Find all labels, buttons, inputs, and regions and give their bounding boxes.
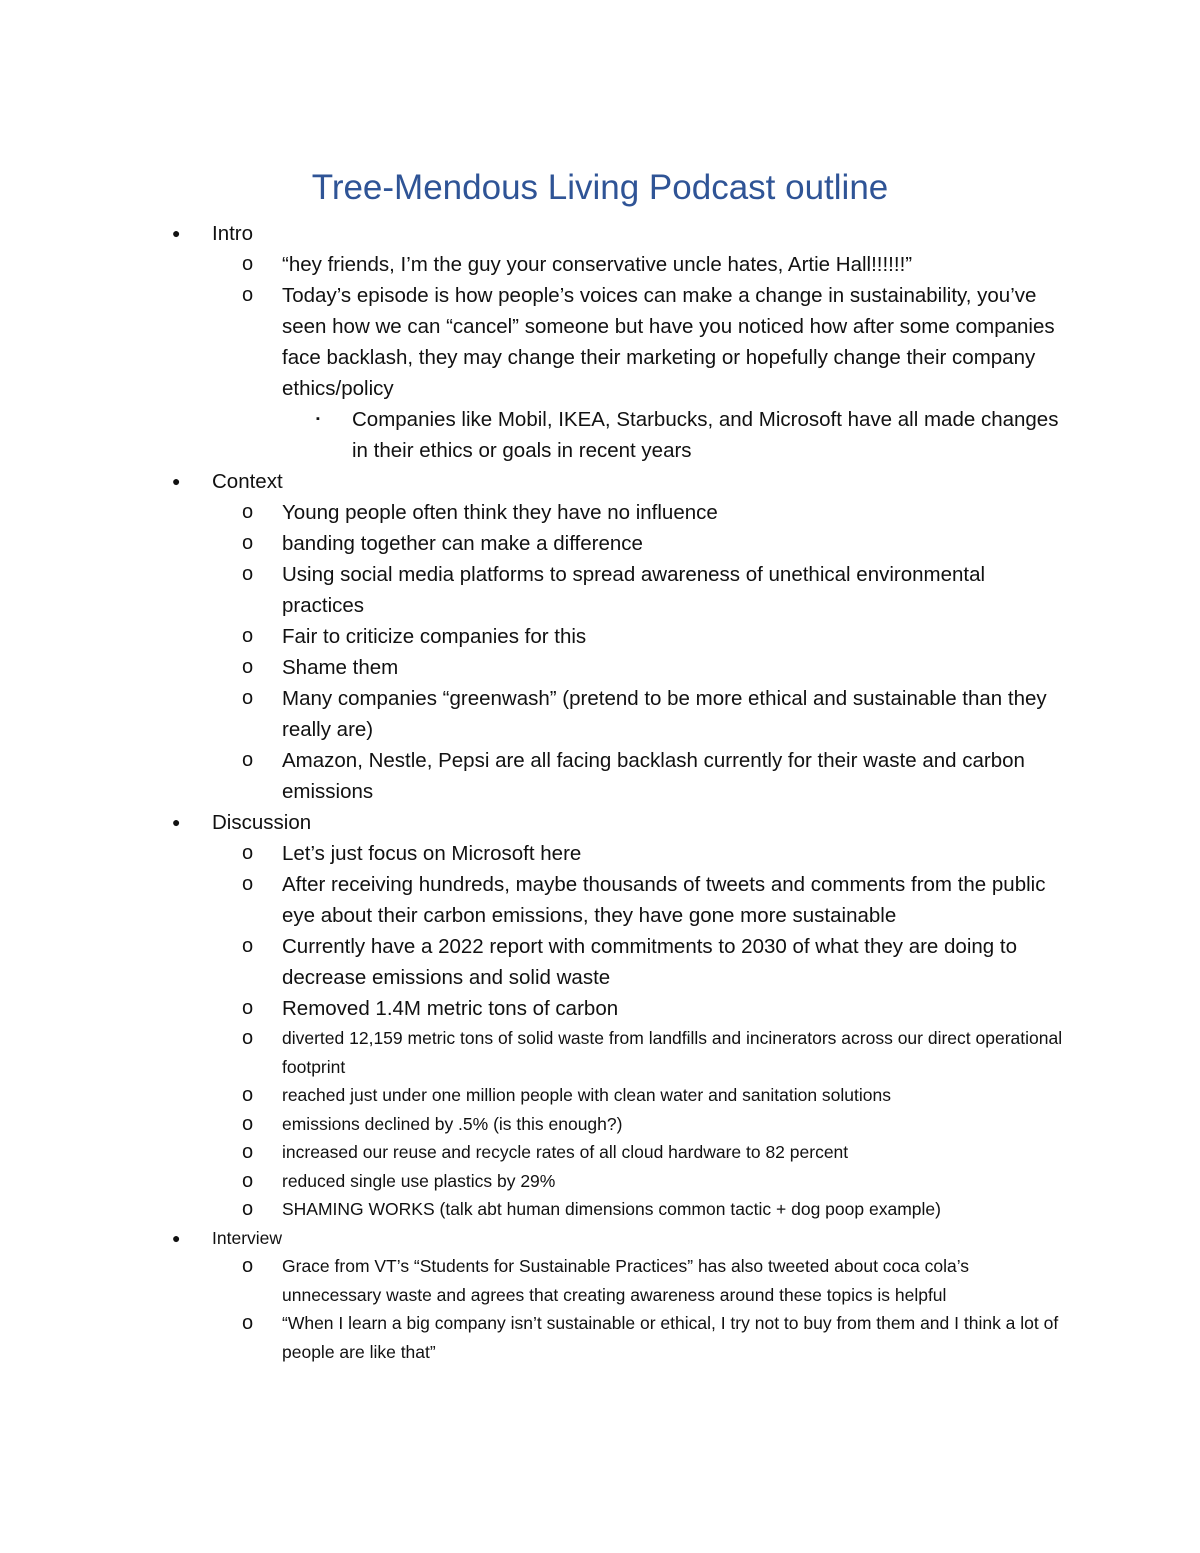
section-heading: Intro <box>212 222 254 245</box>
bullet-marker: ● <box>172 1229 181 1246</box>
list-item <box>172 1024 1072 1081</box>
bullet-marker: ● <box>172 814 181 830</box>
list-item <box>172 838 1072 869</box>
list-item-text: Amazon, Nestle, Pepsi are all facing backlash currently for their waste and carbon emissions <box>282 749 1025 803</box>
bullet-marker: o <box>242 1255 254 1277</box>
list-item <box>172 931 1072 993</box>
bullet-marker: ● <box>172 473 181 489</box>
list-item-text: Removed 1.4M metric tons of carbon <box>282 997 619 1020</box>
bullet-marker: o <box>242 284 254 306</box>
list-item <box>172 683 1072 745</box>
list-item-text: Let’s just focus on Microsoft here <box>282 842 582 865</box>
bullet-marker: o <box>242 1312 254 1334</box>
bullet-marker: o <box>242 1198 254 1220</box>
list-item <box>172 1081 1072 1110</box>
bullet-marker: o <box>242 687 254 709</box>
list-item-text: reached just under one million people with clean water and sanitation solutions <box>282 1085 891 1105</box>
list-item-text: Many companies “greenwash” (pretend to be more ethical and sustainable than they really are) <box>282 687 1047 741</box>
bullet-marker: o <box>242 1084 254 1106</box>
list-item-text: emissions declined by .5% (is this enough?) <box>282 1113 623 1134</box>
section-heading: Interview <box>212 1227 283 1248</box>
bullet-marker: o <box>242 501 254 523</box>
list-item-text: Fair to criticize companies for this <box>282 625 587 648</box>
bullet-marker: o <box>242 1027 254 1049</box>
bullet-marker: o <box>242 997 254 1019</box>
list-item-text: “When I learn a big company isn’t sustainable or ethical, I try not to buy from them and I think a lot of people are like that” <box>282 1313 1059 1362</box>
list-item <box>172 497 1072 528</box>
list-item <box>172 621 1072 652</box>
bullet-marker: o <box>242 1169 254 1192</box>
list-item-text: Young people often think they have no influence <box>282 501 718 524</box>
list-item <box>172 1138 1072 1167</box>
section-context <box>172 466 1072 497</box>
bullet-marker: o <box>242 1112 254 1135</box>
list-item <box>172 1195 1072 1224</box>
list-item-text: Shame them <box>282 656 399 679</box>
list-item <box>172 528 1072 559</box>
bullet-marker: o <box>242 935 254 957</box>
bullet-marker: o <box>242 1141 254 1163</box>
list-item-text: increased our reuse and recycle rates of all cloud hardware to 82 percent <box>282 1142 849 1162</box>
list-item-text: Using social media platforms to spread awareness of unethical environmental practices <box>282 563 986 617</box>
sub-list-item <box>172 404 1072 466</box>
section-intro <box>172 218 1072 249</box>
document-title: Tree-Mendous Living Podcast outline <box>311 168 889 207</box>
list-item <box>172 1252 1072 1309</box>
list-item <box>172 745 1072 807</box>
list-item <box>172 652 1072 683</box>
list-item <box>172 559 1072 621</box>
list-item <box>172 1110 1072 1139</box>
list-item-text: Companies like Mobil, IKEA, Starbucks, and Microsoft have all made changes in their ethics or goals in recent years <box>352 408 1059 462</box>
list-item-text: diverted 12,159 metric tons of solid waste from landfills and incinerators across our direct operational footprint <box>282 1028 1063 1077</box>
list-item <box>172 1309 1072 1366</box>
bullet-marker: o <box>242 842 254 864</box>
bullet-marker: o <box>242 656 254 678</box>
list-item-text: reduced single use plastics by 29% <box>282 1170 556 1191</box>
section-discussion <box>172 807 1072 838</box>
list-item-text: Today’s episode is how people’s voices can make a change in sustainability, you’ve seen how we can “cancel” someone but have you noticed how after some companies face backlash, they may change their marketing or hopefully change their company ethics/policy <box>282 284 1055 400</box>
section-heading: Discussion <box>212 811 312 834</box>
list-item-text: After receiving hundreds, maybe thousands of tweets and comments from the public eye about their carbon emissions, they have gone more sustainable <box>282 873 1046 927</box>
list-item-text: banding together can make a difference <box>282 532 643 555</box>
bullet-marker: o <box>242 625 254 647</box>
list-item <box>172 249 1072 280</box>
list-item <box>172 280 1072 404</box>
list-item-text: Grace from VT’s “Students for Sustainable Practices” has also tweeted about coca cola’s unnecessary waste and agrees that creating awareness around these topics is helpful <box>282 1256 970 1305</box>
bullet-marker: o <box>242 749 254 771</box>
list-item <box>172 993 1072 1024</box>
bullet-marker: o <box>242 873 254 895</box>
bullet-marker: ● <box>172 225 181 241</box>
section-interview <box>172 1224 1072 1253</box>
bullet-marker: ▪ <box>316 413 320 425</box>
list-item-text: Currently have a 2022 report with commitments to 2030 of what they are doing to decrease emissions and solid waste <box>282 935 1017 989</box>
list-item-text: “hey friends, I’m the guy your conservative uncle hates, Artie Hall!!!!!!” <box>282 253 913 276</box>
list-item <box>172 869 1072 931</box>
bullet-marker: o <box>242 532 254 554</box>
list-item <box>172 1167 1072 1196</box>
list-item-text: SHAMING WORKS (talk abt human dimensions common tactic + dog poop example) <box>282 1199 941 1219</box>
section-heading: Context <box>212 470 283 493</box>
bullet-marker: o <box>242 253 254 275</box>
outline <box>172 218 1072 1366</box>
bullet-marker: o <box>242 563 254 585</box>
